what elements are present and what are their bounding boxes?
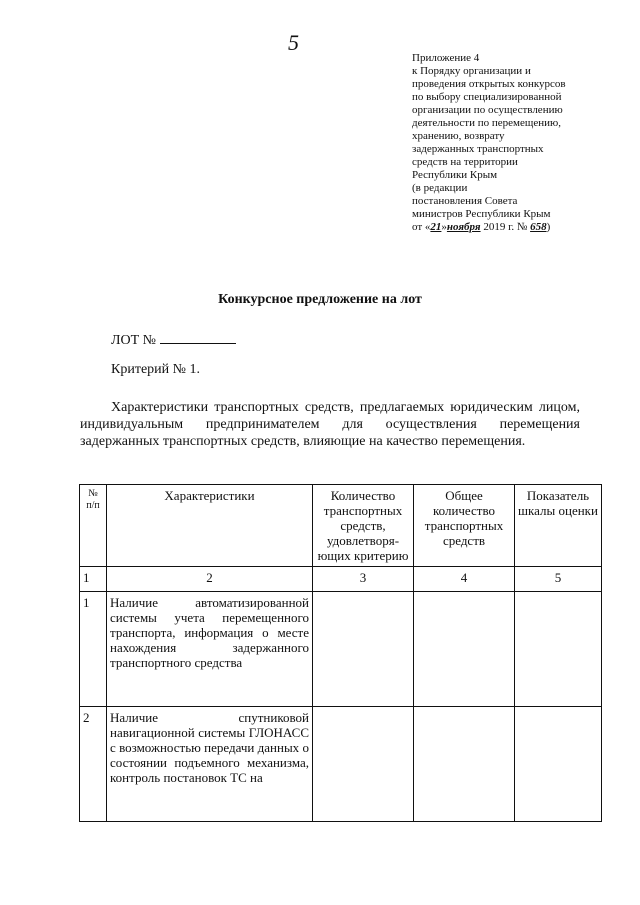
index-cell: 4 (414, 567, 515, 592)
document-title: Конкурсное предложение на лот (218, 292, 422, 307)
appendix-line: хранению, возврату (412, 130, 505, 142)
row-number: 1 (80, 592, 107, 707)
index-cell: 3 (313, 567, 414, 592)
header-score: Показатель шкалы оценки (515, 485, 602, 567)
appendix-line: Приложение 4 (412, 52, 480, 64)
table-row (80, 707, 602, 822)
row-score-cell[interactable] (515, 592, 602, 707)
row-number: 2 (80, 707, 107, 822)
row-matching-count-cell[interactable] (313, 592, 414, 707)
criterion-label: Критерий № 1. (111, 362, 201, 377)
appendix-line: Республики Крым (412, 169, 498, 181)
row-characteristic: Наличие автоматизированной системы учета перемещенного транспорта, информация о месте нахождения задержанного транспортного средства (107, 592, 313, 707)
index-cell: 2 (107, 567, 313, 592)
table-index-row (80, 567, 602, 592)
table-row (80, 592, 602, 707)
row-total-count-cell[interactable] (414, 592, 515, 707)
appendix-line: постановления Совета (412, 195, 518, 207)
appendix-line: министров Республики Крым (412, 208, 551, 220)
description-paragraph: Характеристики транспортных средств, предлагаемых юридическим лицом, индивидуальным предпринимателем для осуществления перемещения задержанных транспортных средств, влияющие на качество перемещения. (80, 400, 580, 449)
appendix-date-line (412, 221, 602, 234)
row-score-cell[interactable] (515, 707, 602, 822)
appendix-line: по выбору специализированной (412, 91, 562, 103)
lot-line (111, 330, 236, 349)
appendix-line: к Порядку организации и (412, 65, 531, 77)
criteria-table (79, 484, 602, 822)
appendix-line: проведения открытых конкурсов (412, 78, 566, 90)
date-prefix: от « (412, 221, 431, 233)
appendix-line: задержанных транспортных (412, 143, 544, 155)
date-sep: » (441, 221, 447, 233)
row-total-count-cell[interactable] (414, 707, 515, 822)
date-year: 2019 г. № (480, 221, 531, 233)
lot-number-blank (160, 330, 236, 344)
header-matching-count: Количество транспортных средств, удовлетворя-ющих критерию (313, 485, 414, 567)
table-header-row (80, 485, 602, 567)
appendix-line: (в редакции (412, 182, 468, 194)
index-cell: 5 (515, 567, 602, 592)
appendix-line: деятельности по перемещению, (412, 117, 561, 129)
date-day: 21 (430, 221, 442, 233)
date-month: ноября (446, 221, 481, 233)
lot-label: ЛОТ № (111, 333, 157, 348)
header-num: № п/п (80, 485, 107, 567)
appendix-note (412, 52, 602, 234)
appendix-line: средств на территории (412, 156, 518, 168)
index-cell: 1 (80, 567, 107, 592)
row-characteristic: Наличие спутниковой навигационной системы ГЛОНАСС с возможностью передачи данных о состоянии подъемного механизма, контроль постановок ТС на (107, 707, 313, 822)
page-number: 5 (288, 30, 299, 55)
date-number: 658 (530, 221, 547, 233)
header-characteristics: Характеристики (107, 485, 313, 567)
header-total-count: Общее количество транспортных средств (414, 485, 515, 567)
appendix-line: организации по осуществлению (412, 104, 563, 116)
date-suffix: ) (546, 221, 551, 233)
row-matching-count-cell[interactable] (313, 707, 414, 822)
